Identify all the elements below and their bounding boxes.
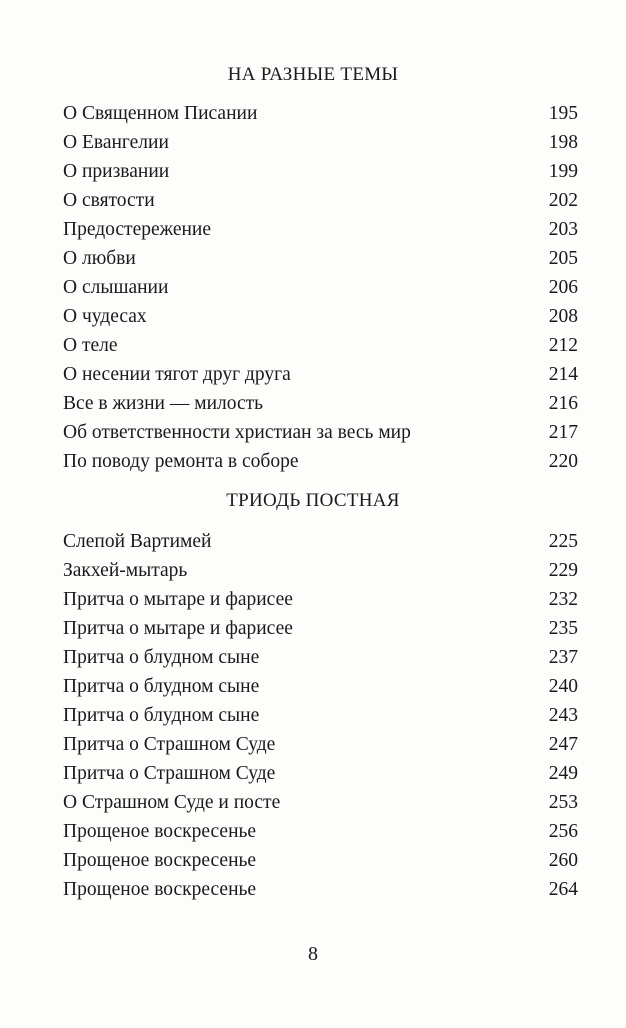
- toc-entry-page: 202: [548, 190, 578, 211]
- toc-entry: [63, 701, 578, 730]
- toc-entry-title: О святости: [63, 190, 155, 211]
- toc-entry-title: Об ответственности христиан за весь мир: [63, 422, 411, 443]
- toc-entry-title: Слепой Вартимей: [63, 531, 212, 552]
- toc-entry-page: 247: [548, 734, 578, 755]
- toc-entry: [63, 730, 578, 759]
- toc-entry: [63, 556, 578, 585]
- toc-entry-page: 237: [548, 647, 578, 668]
- toc-entry: [63, 244, 578, 273]
- toc-entry-title: О несении тягот друг друга: [63, 364, 291, 385]
- toc-entry: [63, 759, 578, 788]
- toc-entry-title: О Священном Писании: [63, 103, 258, 124]
- section-title: НА РАЗНЫЕ ТЕМЫ: [227, 64, 399, 85]
- toc-entry-page: 220: [548, 451, 578, 472]
- toc-entry-title: Все в жизни — милость: [63, 393, 264, 414]
- toc-list: [63, 99, 578, 476]
- toc-entry: [63, 527, 578, 556]
- toc-entry-title: Притча о мытаре и фарисее: [63, 589, 293, 610]
- toc-entry-title: О Евангелии: [63, 132, 169, 153]
- toc-entry: [63, 389, 578, 418]
- toc-entry: [63, 447, 578, 476]
- toc-entry-page: 249: [548, 763, 578, 784]
- toc-entry: [63, 846, 578, 875]
- toc-entry-title: О призвании: [63, 161, 170, 182]
- toc-entry: [63, 273, 578, 302]
- toc-entry-title: Притча о блудном сыне: [63, 647, 260, 668]
- toc-entry-title: О слышании: [63, 277, 169, 298]
- toc-entry: [63, 614, 578, 643]
- toc-entry-title: О Страшном Суде и посте: [63, 792, 281, 813]
- toc-entry: [63, 99, 578, 128]
- toc-entry-page: 214: [548, 364, 578, 385]
- toc-entry-page: 256: [548, 821, 578, 842]
- toc-entry: [63, 157, 578, 186]
- toc-entry: [63, 643, 578, 672]
- toc-entry: [63, 672, 578, 701]
- toc-entry-title: Прощеное воскресенье: [63, 850, 257, 871]
- toc-entry: [63, 186, 578, 215]
- toc-entry-page: 253: [548, 792, 578, 813]
- toc-entry-title: Прощеное воскресенье: [63, 821, 257, 842]
- toc-entry-title: Притча о блудном сыне: [63, 705, 260, 726]
- toc-entry-page: 203: [548, 219, 578, 240]
- toc-entry-page: 208: [548, 306, 578, 327]
- toc-entry: [63, 585, 578, 614]
- toc-entry: [63, 788, 578, 817]
- toc-entry-title: О теле: [63, 335, 118, 356]
- toc-entry: [63, 215, 578, 244]
- toc-entry-title: О любви: [63, 248, 136, 269]
- toc-entry-title: Прощеное воскресенье: [63, 879, 257, 900]
- toc-entry-title: Притча о Страшном Суде: [63, 763, 276, 784]
- toc-entry-page: 198: [548, 132, 578, 153]
- toc-entry: [63, 302, 578, 331]
- toc-entry-page: 195: [548, 103, 578, 124]
- page-number: 8: [308, 943, 318, 965]
- toc-entry-title: Закхей-мытарь: [63, 560, 188, 581]
- toc-entry-page: 205: [548, 248, 578, 269]
- toc-entry-page: 199: [548, 161, 578, 182]
- toc-list: [63, 527, 578, 904]
- toc-entry-page: 260: [548, 850, 578, 871]
- toc-entry-page: 235: [548, 618, 578, 639]
- toc-entry-page: 240: [548, 676, 578, 697]
- toc-entry: [63, 360, 578, 389]
- toc-entry-page: 212: [548, 335, 578, 356]
- toc-entry-page: 243: [548, 705, 578, 726]
- toc-entry: [63, 128, 578, 157]
- toc-entry: [63, 875, 578, 904]
- toc-entry-title: Притча о блудном сыне: [63, 676, 260, 697]
- toc-entry-page: 216: [548, 393, 578, 414]
- toc-entry-page: 225: [548, 531, 578, 552]
- toc-entry-page: 206: [548, 277, 578, 298]
- toc-entry-page: 232: [548, 589, 578, 610]
- toc-entry: [63, 331, 578, 360]
- toc-entry-page: 217: [548, 422, 578, 443]
- toc-entry-title: Предостережение: [63, 219, 212, 240]
- toc-entry-page: 229: [548, 560, 578, 581]
- toc-entry: [63, 418, 578, 447]
- toc-entry-title: Притча о Страшном Суде: [63, 734, 276, 755]
- toc-entry-title: О чудесах: [63, 306, 147, 327]
- toc-entry-page: 264: [548, 879, 578, 900]
- section-title: ТРИОДЬ ПОСТНАЯ: [226, 490, 400, 511]
- toc-entry-title: По поводу ремонта в соборе: [63, 451, 299, 472]
- toc-entry: [63, 817, 578, 846]
- toc-entry-title: Притча о мытаре и фарисее: [63, 618, 293, 639]
